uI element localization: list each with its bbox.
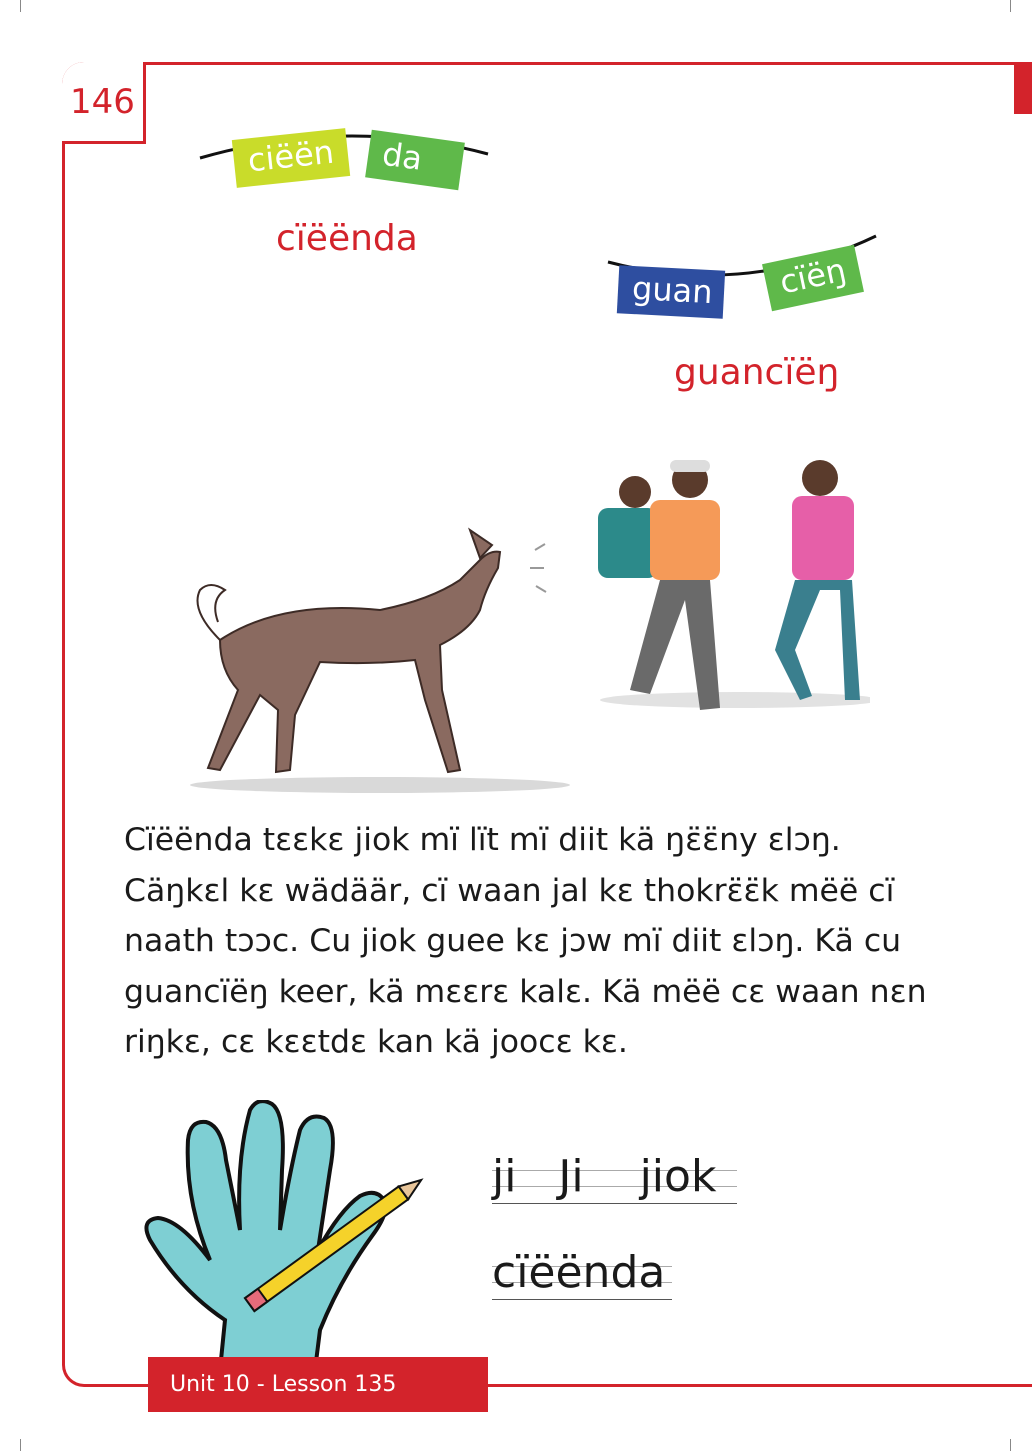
syllable-flag: ciëën	[232, 128, 351, 188]
writing-sample: cïëënda	[492, 1247, 666, 1298]
syllable-flag: cïëŋ	[762, 245, 864, 311]
story-line: Cäŋkɛl kɛ wädäär, cï waan jal kɛ thokrɛ̈ɛ̈k mëë cï	[124, 872, 895, 909]
unit-lesson-footer: Unit 10 - Lesson 135	[148, 1357, 488, 1412]
syllable-banner-1	[196, 120, 496, 200]
dog-icon	[198, 530, 501, 772]
hand-with-pencil-icon	[140, 1100, 450, 1380]
crop-mark	[20, 1439, 21, 1451]
story-line: Cïëënda tɛɛkɛ jiok mï lït mï diit kä ŋɛ̈ɛ̈ny ɛlɔŋ.	[124, 822, 841, 858]
writing-practice-line-1	[492, 1151, 737, 1204]
writing-sample: ji Ji jiok	[492, 1151, 717, 1202]
syllable-flag: da	[365, 130, 465, 191]
story-line: riŋkɛ, cɛ kɛɛtdɛ kan kä joocɛ kɛ.	[124, 1024, 628, 1060]
crop-mark	[20, 0, 21, 12]
crop-mark	[1010, 1439, 1011, 1451]
dog-chasing-children-illustration	[180, 450, 870, 800]
corner-tab	[1014, 62, 1032, 114]
syllable-banner-2	[606, 234, 886, 324]
story-line: naath tɔɔc. Cu jiok guee kɛ jɔw mï diit ɛlɔŋ. Kä cu	[124, 923, 902, 959]
page-number: 146	[62, 62, 146, 144]
children-running-icon	[598, 460, 860, 710]
syllable-flag: guan	[617, 265, 725, 318]
banner-word-2: guancïëŋ	[674, 352, 840, 393]
story-paragraph	[124, 815, 944, 1068]
crop-mark	[1010, 0, 1011, 12]
writing-practice-line-2	[492, 1247, 672, 1300]
story-line: guancïëŋ keer, kä mɛɛrɛ kalɛ. Kä mëë cɛ waan nɛn	[124, 973, 927, 1010]
banner-word-1: cïëënda	[276, 218, 418, 259]
